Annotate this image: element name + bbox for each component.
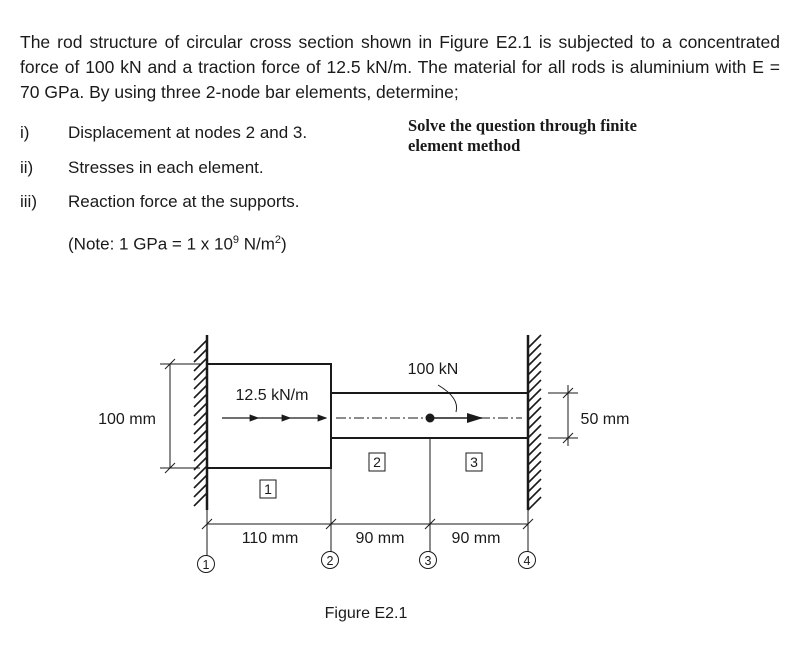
right-diameter-dimension xyxy=(548,385,578,446)
force-leader-line xyxy=(438,385,457,412)
question-number: i) xyxy=(20,123,30,142)
element-label-1 xyxy=(260,480,276,498)
element-number: 2 xyxy=(373,454,381,470)
instruction-line-1: Solve the question through finite xyxy=(408,116,637,135)
right-diameter-label: 50 mm xyxy=(580,411,630,428)
right-wall-support xyxy=(528,335,541,510)
left-wall-support xyxy=(194,335,207,510)
node-2 xyxy=(322,552,339,569)
problem-statement: The rod structure of circular cross section shown in Figure E2.1 is subjected to a concentrated force of 100 kN and a traction force of 12.5 kN/m. The material for all rods is aluminium with E = 70 GPa. By using three 2-node bar elements, determine; xyxy=(20,32,780,102)
left-diameter-label: 100 mm xyxy=(98,411,156,428)
element-number: 1 xyxy=(264,481,272,497)
length-label-2: 90 mm xyxy=(355,530,405,547)
rod-large-section xyxy=(207,364,331,468)
note-close: ) xyxy=(281,234,287,254)
length-label-3: 90 mm xyxy=(451,530,501,547)
node-number: 3 xyxy=(424,554,432,568)
node-3 xyxy=(420,552,437,569)
force-label: 100 kN xyxy=(407,361,459,378)
node-number: 4 xyxy=(523,554,531,568)
figure-caption: Figure E2.1 xyxy=(324,605,408,622)
node-number: 1 xyxy=(202,558,210,572)
node-4 xyxy=(519,552,536,569)
note-text: (Note: 1 GPa = 1 x 10 xyxy=(68,234,233,254)
note-unit: N/m xyxy=(239,234,275,254)
node-1 xyxy=(198,556,215,573)
length-label-1: 110 mm xyxy=(241,530,299,547)
element-label-3 xyxy=(466,453,482,471)
note-exponent: 9 xyxy=(232,234,240,246)
question-text: Stresses in each element. xyxy=(68,158,264,177)
note-exponent-2: 2 xyxy=(274,234,282,246)
node-number: 2 xyxy=(326,554,334,568)
question-number: iii) xyxy=(20,192,37,211)
question-number: ii) xyxy=(20,158,34,177)
question-text: Reaction force at the supports. xyxy=(68,192,300,211)
question-text: Displacement at nodes 2 and 3. xyxy=(68,123,308,142)
instruction-line-2: element method xyxy=(408,136,521,155)
element-number: 3 xyxy=(470,454,478,470)
element-label-2 xyxy=(369,453,385,471)
traction-label: 12.5 kN/m xyxy=(235,387,309,404)
